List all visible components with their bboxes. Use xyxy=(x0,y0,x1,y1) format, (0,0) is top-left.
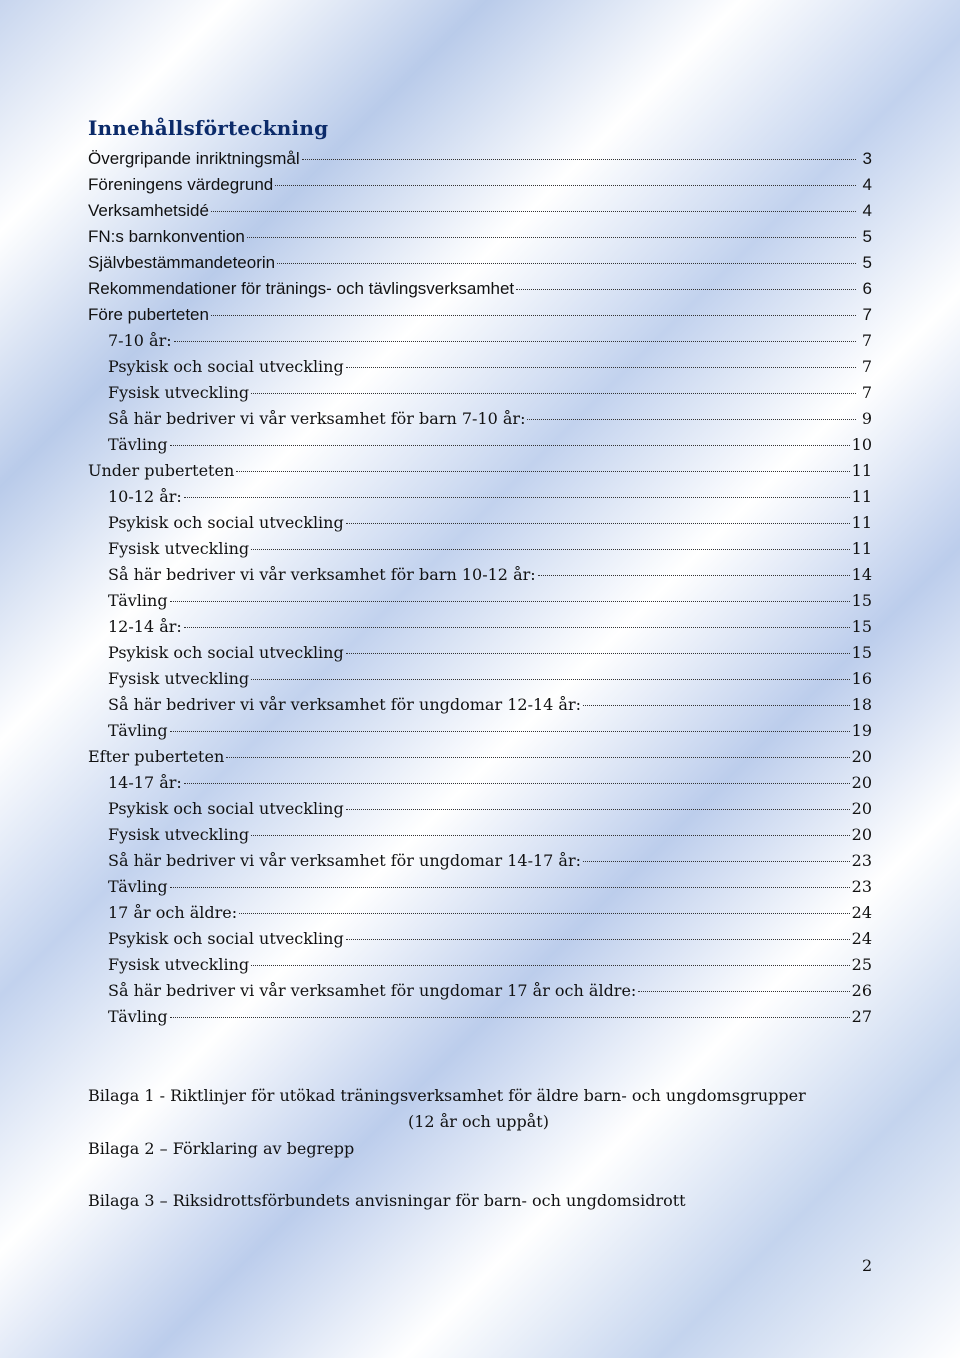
toc-entry-page: 20 xyxy=(851,747,872,766)
dot-leader xyxy=(211,211,856,212)
toc-entry[interactable] xyxy=(88,718,872,744)
toc-entry[interactable] xyxy=(88,900,872,926)
toc-entry-label: Tävling xyxy=(108,721,168,740)
toc-entry[interactable] xyxy=(88,536,872,562)
dot-leader xyxy=(184,627,850,628)
dot-leader xyxy=(170,601,850,602)
toc-entry-label: Fysisk utveckling xyxy=(108,825,250,844)
toc-entry-page: 19 xyxy=(851,721,872,740)
dot-leader xyxy=(226,757,849,758)
toc-entry[interactable] xyxy=(88,302,872,328)
toc-entry[interactable] xyxy=(88,484,872,510)
dot-leader xyxy=(251,679,850,680)
toc-entry-label: Så här bedriver vi vår verksamhet för ungdomar 14-17 år: xyxy=(108,851,581,870)
toc-entry-page: 24 xyxy=(851,903,872,922)
toc-entry[interactable] xyxy=(88,146,872,172)
dot-leader xyxy=(346,809,850,810)
toc-entry-label: Psykisk och social utveckling xyxy=(108,799,344,818)
toc-entry-label: Tävling xyxy=(108,591,168,610)
dot-leader xyxy=(583,705,850,706)
toc-entry-label: Psykisk och social utveckling xyxy=(108,643,344,662)
toc-entry-label: 14-17 år: xyxy=(108,773,182,792)
toc-entry-label: Så här bedriver vi vår verksamhet för barn 10-12 år: xyxy=(108,565,536,584)
toc-entry-page: 20 xyxy=(851,799,872,818)
toc-entry-page: 25 xyxy=(851,955,872,974)
dot-leader xyxy=(251,835,850,836)
toc-entry-page: 3 xyxy=(862,149,872,168)
dot-leader xyxy=(277,263,856,264)
toc-entry[interactable] xyxy=(88,406,872,432)
toc-list xyxy=(88,146,872,1030)
toc-entry-page: 10 xyxy=(851,435,872,454)
toc-entry-page: 26 xyxy=(851,981,872,1000)
toc-entry-label: Före puberteten xyxy=(88,305,209,324)
toc-entry[interactable] xyxy=(88,380,872,406)
toc-entry-page: 7 xyxy=(862,305,872,324)
toc-entry-label: Så här bedriver vi vår verksamhet för ungdomar 12-14 år: xyxy=(108,695,581,714)
toc-entry-label: Psykisk och social utveckling xyxy=(108,357,344,376)
appendix-2: Bilaga 2 – Förklaring av begrepp xyxy=(88,1139,355,1158)
toc-entry-label: Tävling xyxy=(108,1007,168,1026)
toc-entry-page: 11 xyxy=(851,461,872,480)
toc-entry[interactable] xyxy=(88,926,872,952)
dot-leader xyxy=(275,185,856,186)
dot-leader xyxy=(251,549,850,550)
dot-leader xyxy=(251,965,850,966)
dot-leader xyxy=(346,939,850,940)
toc-entry-label: 17 år och äldre: xyxy=(108,903,238,922)
toc-entry-page: 14 xyxy=(851,565,872,584)
appendix-3: Bilaga 3 – Riksidrottsförbundets anvisningar för barn- och ungdomsidrott xyxy=(88,1191,686,1210)
toc-entry-page: 20 xyxy=(851,825,872,844)
toc-entry-label: Psykisk och social utveckling xyxy=(108,929,344,948)
dot-leader xyxy=(302,159,856,160)
toc-entry[interactable] xyxy=(88,510,872,536)
toc-entry[interactable] xyxy=(88,328,872,354)
toc-entry[interactable] xyxy=(88,354,872,380)
toc-entry[interactable] xyxy=(88,588,872,614)
toc-entry-page: 4 xyxy=(862,201,872,220)
toc-entry-label: Rekommendationer för tränings- och tävlingsverksamhet xyxy=(88,279,515,298)
toc-entry-page: 18 xyxy=(851,695,872,714)
toc-entry-label: Så här bedriver vi vår verksamhet för barn 7-10 år: xyxy=(108,409,526,428)
dot-leader xyxy=(236,471,849,472)
toc-entry-label: FN:s barnkonvention xyxy=(88,227,245,246)
dot-leader xyxy=(538,575,850,576)
toc-entry-label: Självbestämmandeteorin xyxy=(88,253,276,272)
toc-entry[interactable] xyxy=(88,796,872,822)
dot-leader xyxy=(251,393,856,394)
appendix-1: Bilaga 1 - Riktlinjer för utökad träningsverksamhet för äldre barn- och ungdomsgrupper xyxy=(88,1086,806,1105)
toc-entry-page: 24 xyxy=(851,929,872,948)
dot-leader xyxy=(247,237,856,238)
toc-entry[interactable] xyxy=(88,848,872,874)
toc-entry[interactable] xyxy=(88,432,872,458)
toc-entry-page: 7 xyxy=(861,357,872,376)
toc-entry-page: 15 xyxy=(851,591,872,610)
toc-entry-label: Så här bedriver vi vår verksamhet för ungdomar 17 år och äldre: xyxy=(108,981,637,1000)
toc-entry-page: 15 xyxy=(851,617,872,636)
dot-leader xyxy=(583,861,850,862)
toc-entry-page: 9 xyxy=(861,409,872,428)
toc-entry[interactable] xyxy=(88,172,872,198)
toc-entry[interactable] xyxy=(88,640,872,666)
dot-leader xyxy=(346,523,850,524)
toc-title: Innehållsförteckning xyxy=(88,116,329,140)
toc-entry-page: 11 xyxy=(851,513,872,532)
toc-entry-label: Fysisk utveckling xyxy=(108,669,250,688)
dot-leader xyxy=(211,315,856,316)
toc-entry[interactable] xyxy=(88,822,872,848)
toc-entry[interactable] xyxy=(88,666,872,692)
toc-entry[interactable] xyxy=(88,276,872,302)
toc-entry-label: Verksamhetsidé xyxy=(88,201,209,220)
toc-entry[interactable] xyxy=(88,874,872,900)
toc-entry-label: Tävling xyxy=(108,435,168,454)
toc-entry[interactable] xyxy=(88,224,872,250)
toc-entry-page: 27 xyxy=(851,1007,872,1026)
toc-entry-label: Fysisk utveckling xyxy=(108,955,250,974)
dot-leader xyxy=(346,367,856,368)
toc-entry-label: Fysisk utveckling xyxy=(108,539,250,558)
toc-entry[interactable] xyxy=(88,692,872,718)
dot-leader xyxy=(516,289,856,290)
toc-entry-page: 23 xyxy=(851,877,872,896)
toc-entry-label: Psykisk och social utveckling xyxy=(108,513,344,532)
dot-leader xyxy=(346,653,850,654)
toc-entry-label: Efter puberteten xyxy=(88,747,225,766)
toc-entry-page: 23 xyxy=(851,851,872,870)
toc-entry-page: 6 xyxy=(862,279,872,298)
toc-entry[interactable] xyxy=(88,562,872,588)
dot-leader xyxy=(239,913,850,914)
dot-leader xyxy=(638,991,849,992)
toc-entry-label: Tävling xyxy=(108,877,168,896)
toc-entry-page: 5 xyxy=(862,227,872,246)
toc-entry[interactable] xyxy=(88,614,872,640)
toc-entry-page: 15 xyxy=(851,643,872,662)
toc-entry[interactable] xyxy=(88,250,872,276)
toc-entry-label: 10-12 år: xyxy=(108,487,182,506)
toc-entry-label: Fysisk utveckling xyxy=(108,383,250,402)
toc-entry[interactable] xyxy=(88,978,872,1004)
toc-entry-label: Föreningens värdegrund xyxy=(88,175,274,194)
dot-leader xyxy=(174,341,856,342)
toc-entry-label: 7-10 år: xyxy=(108,331,172,350)
toc-entry[interactable] xyxy=(88,458,872,484)
toc-entry-page: 4 xyxy=(862,175,872,194)
dot-leader xyxy=(170,731,850,732)
dot-leader xyxy=(170,445,850,446)
dot-leader xyxy=(170,887,850,888)
toc-entry-page: 16 xyxy=(851,669,872,688)
toc-entry-page: 5 xyxy=(862,253,872,272)
toc-entry-page: 11 xyxy=(851,487,872,506)
toc-entry-page: 20 xyxy=(851,773,872,792)
dot-leader xyxy=(527,419,856,420)
toc-entry-page: 7 xyxy=(861,383,872,402)
toc-entry[interactable] xyxy=(88,952,872,978)
toc-entry[interactable] xyxy=(88,198,872,224)
toc-entry[interactable] xyxy=(88,770,872,796)
toc-entry-label: Övergripande inriktningsmål xyxy=(88,149,300,168)
dot-leader xyxy=(184,783,850,784)
dot-leader xyxy=(170,1017,850,1018)
toc-entry-label: Under puberteten xyxy=(88,461,235,480)
toc-entry[interactable] xyxy=(88,1004,872,1030)
appendix-1-subtitle: (12 år och uppåt) xyxy=(408,1112,549,1131)
toc-entry-page: 7 xyxy=(861,331,872,350)
dot-leader xyxy=(184,497,850,498)
page-number: 2 xyxy=(862,1256,873,1275)
toc-entry[interactable] xyxy=(88,744,872,770)
toc-entry-page: 11 xyxy=(851,539,872,558)
toc-entry-label: 12-14 år: xyxy=(108,617,182,636)
